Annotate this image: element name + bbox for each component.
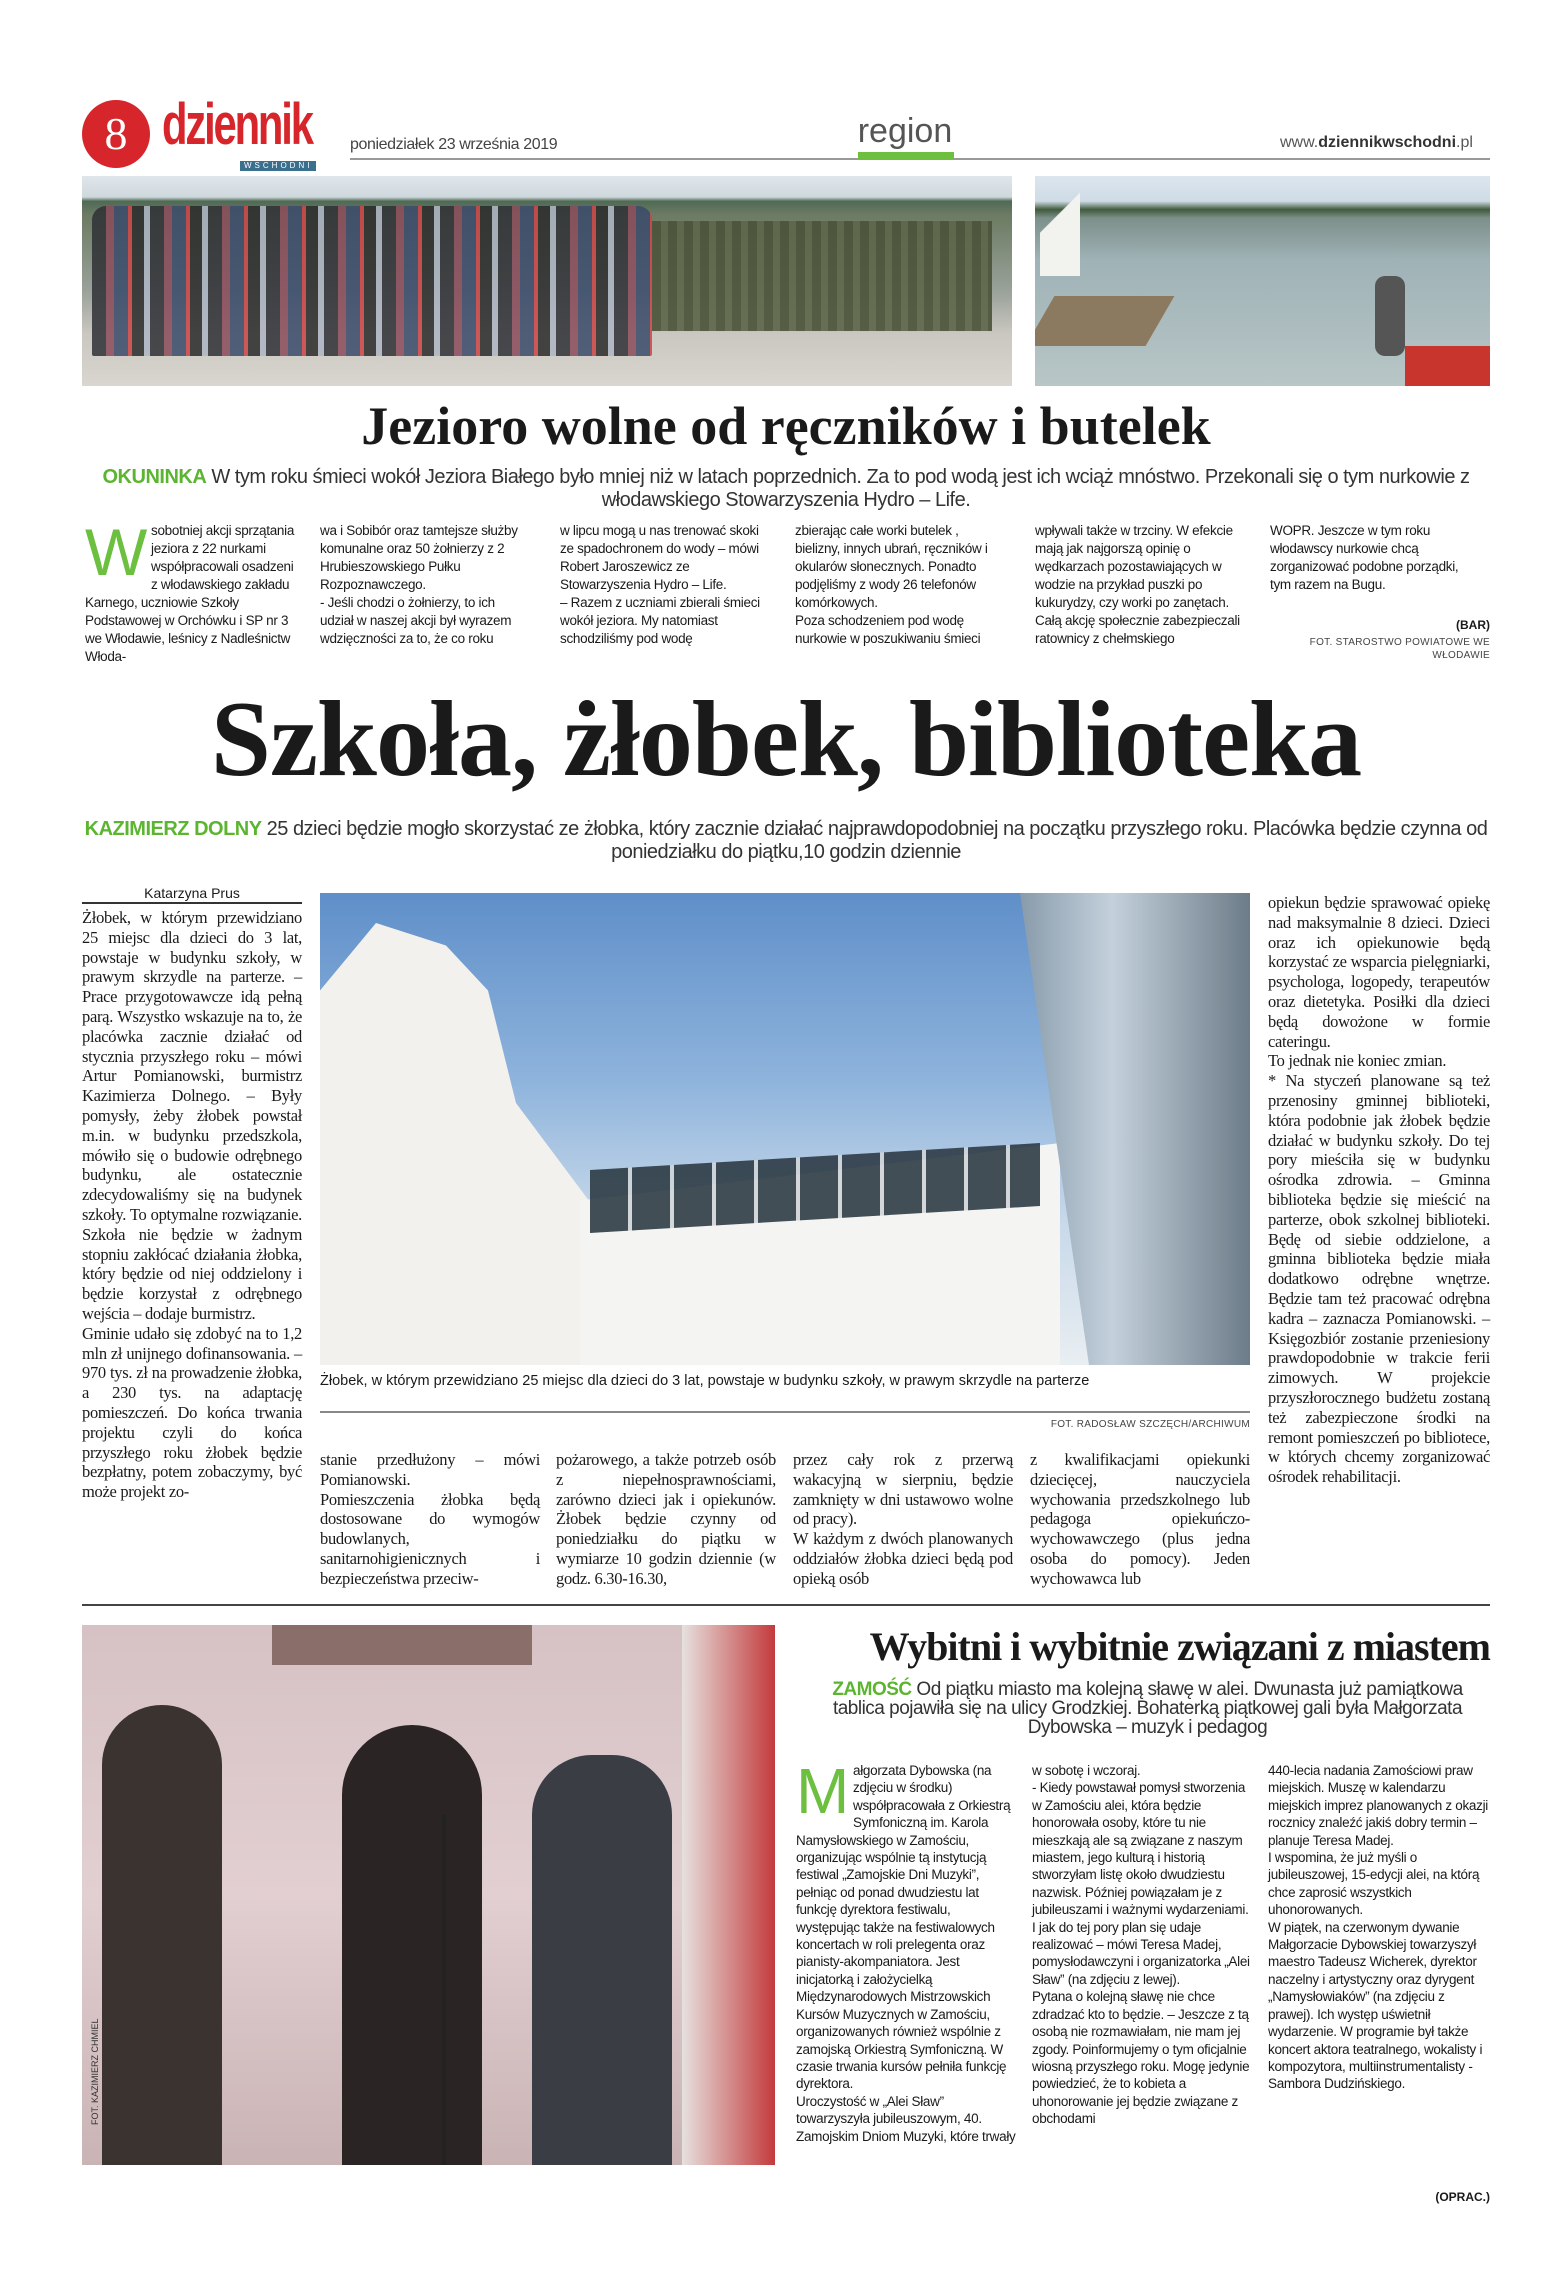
article-column: WOPR. Jeszcze w tym roku włodawscy nurkowie chcą zorganizować podobne porządki, tym razem na Bugu. [1270, 523, 1459, 592]
article-column: 440-lecia nadania Zamościowi praw miejskich. Muszę w kalendarzu miejskich imprez planowanych z okazji rocznicy znaleźć jakiś dobry termin – planuje Teresa Madej. I wspomina, że już myśli o jubileuszowej, 15-edycji alei, na którą chce zaprosić wszystkich uhonorowanych. W piątek, na czerwonym dywanie Małgorzacie Dybowskiej towarzyszył maestro Tadeusz Wicherek, dyrektor naczelny i artystyczny oraz dyrygent „Namysłowiaków” (na zdjęciu z prawej). Ich występ uświetnił wydarzenie. W programie był także koncert aktora teatralnego, wokalisty i kompozytora, multiinstrumentalisty - Sambora Dudzińskiego. [1268, 1763, 1488, 2092]
article-column: z kwalifikacjami opiekunki dziecięcej, nauczyciela wychowania przedszkolnego lub pedagoga opiekuńczo-wychowawczego (plus jedna osoba do pomocy). Jeden wychowawca lub [1030, 1450, 1250, 1588]
page-number: 8 [82, 100, 150, 168]
article-lead [805, 1680, 1490, 1737]
column-text: ałgorzata Dybowska (na zdjęciu w środku) współpracowała z Orkiestrą Symfoniczną im. Karola Namysłowskiego w Zamościu, organizując wspólnie tą instytucją festiwal „Zamojskie Dni Muzyki”, pełniąc od ponad dwudziestu lat funkcję dyrektora festiwalu, występując także na festiwalowych koncertach w roli prelegenta oraz pianisty-akompaniatora. Jest inicjatorką i założycielką Międzynarodowych Mistrzowskich Kursów Muzycznych w Zamościu, organizowanych również wspólnie z zamojską Orkiestrą Symfoniczną. W czasie trwania kursów pełniła funkcję dyrektora. Uroczystość w „Alei Sław” towarzyszyła jubileuszowym, 40. Zamojskim Dniom Muzyki, które trwały [796, 1763, 1016, 2144]
article-column: zbierając całe worki butelek , bielizny, innych ubrań, ręczników i okularów słonecznych. Ponadto podjęliśmy z wody 26 telefonów komórkowych. Poza schodzeniem pod wodę nurkowie w poszukiwaniu śmieci [795, 523, 988, 646]
photo-school-building [320, 893, 1250, 1365]
logo: dziennik [162, 92, 312, 157]
caption-divider [320, 1411, 1250, 1413]
section-title: region [857, 112, 953, 150]
article-column: w sobotę i wczoraj. - Kiedy powstawał pomysł stworzenia w Zamościu alei, która będzie honorowała osoby, które tu nie mieszkają ale są związane z naszym miastem, jego kulturą i historią stworzyłam listę około dwudziestu nazwisk. Później powiązałam je z jubileuszami i ważnymi wydarzeniami. I jak do tej pory plan się udaje realizować – mówi Teresa Madej, pomysłodawczyni i organizatorka „Alei Sław” (na zdjęciu z lewej). Pytana o kolejną sławę nie chce zdradzać kto to będzie. – Jeszcze z tą osobą nie rozmawiałam, nie mam jej zgody. Poinformujemy o tym oficjalnie wiosną przyszłego roku. Mogę jedynie powiedzieć, że to kobieta a uhonorowanie jej będzie związane z obchodami [1032, 1763, 1250, 2127]
photo-caption: Żłobek, w którym przewidziano 25 miejsc dla dzieci do 3 lat, powstaje w budynku szkoły, w prawym skrzydle na parterze [320, 1373, 1090, 1389]
article-headline: Szkoła, żłobek, biblioteka [210, 680, 1362, 799]
article-location: OKUNINKA [102, 466, 207, 488]
article-location: ZAMOŚĆ [832, 1679, 912, 1700]
article-lead [82, 818, 1490, 864]
article-column: stanie przedłużony – mówi Pomianowski. Pomieszczenia żłobka będą dostosowane do wymogów budowlanych, sanitarnohigienicznych i bezpieczeństwa przeciw- [320, 1450, 540, 1588]
article-column: wa i Sobibór oraz tamtejsze służby komunalne oraz 50 żołnierzy z 2 Hrubieszowskiego Pułku Rozpoznawczego. - Jeśli chodzi o żołnierzy, to ich udział w naszej akcji był wyrazem wdzięczności za to, że co roku [320, 523, 518, 646]
article-signature: (OPRAC.) [1435, 2190, 1490, 2204]
article-column: w lipcu mogą u nas trenować skoki ze spadochronem do wody – mówi Robert Jaroszewicz ze Stowarzyszenia Hydro – Life. – Razem z uczniami zbierali śmieci wokół jeziora. My natomiast schodziliśmy pod wodę [560, 523, 760, 646]
article-column: wpływali także w trzciny. W efekcie mają jak najgorszą opinię o wędkarzach pozostawiających w wodzie na przykład puszki po kukurydzy, czy worki po zanętach. Całą akcję społecznie zabezpieczali ratownicy z chełmskiego [1035, 523, 1240, 646]
photo-diver-lake [1035, 176, 1490, 386]
article-column [796, 1755, 1016, 2145]
column-text: sobotniej akcji sprzątania jeziora z 22 nurkami współpracowali osadzeni z włodawskiego zakładu Karnego, uczniowie Szkoły Podstawowej w Orchówku i SP nr 3 we Włodawie, leśnicy z Nadleśnictw Włoda- [85, 523, 295, 664]
photo-cleanup-group [82, 176, 1012, 386]
article-column: opiekun będzie sprawować opiekę nad maksymalnie 8 dzieci. Dzieci oraz ich opiekunowie będą korzystać ze wsparcia pielęgniarki, psychologa, logopedy, terapeutów oraz dietetyka. Posiłki dla dzieci będą dowożone w formie cateringu. To jednak nie koniec zmian. * Na styczeń planowane są też przenosiny gminnej biblioteki, która podobnie jak żłobek będzie działać w budynku szkoły. Do tej pory mieściła się w budynku ośrodka zdrowia. – Gminna biblioteka będzie się mieścić na parterze, obok szkolnej biblioteki. Będę od siebie oddzielone, a gminna biblioteka będzie miała dodatkowo odrębne wnętrze. Będzie tam też pracować odrębna kadra – zaznacza Pomianowski. – Księgozbiór zostanie przeniesiony prawdopodobnie w trakcie ferii zimowych. W projekcie przyszłorocznego budżetu zostaną też zabezpieczone środki na remont pomieszczeń po bibliotece, w których chcemy zorganizować ośrodek rehabilitacji. [1268, 893, 1490, 1487]
url-suffix: .pl [1456, 134, 1473, 151]
logo-subtitle: WSCHODNI [240, 161, 316, 171]
author-byline [82, 884, 302, 904]
drop-cap: M [796, 1755, 850, 1827]
article-divider [82, 1604, 1490, 1606]
url-prefix: www. [1280, 134, 1319, 151]
article-column [85, 515, 295, 666]
url-domain: dziennikwschodni [1318, 134, 1457, 151]
author-name: Katarzyna Prus [144, 885, 240, 901]
photo-credit: FOT. KAZIMIERZ CHMIEL [90, 2018, 100, 2125]
article-headline: Jezioro wolne od ręczników i butelek [361, 396, 1211, 456]
photo-ceremony [82, 1625, 775, 2165]
article-column: Żłobek, w którym przewidziano 25 miejsc dla dzieci do 3 lat, powstaje w budynku szkoły, w prawym skrzydle na parterze. – Prace przygotowawcze idą pełną parą. Wszystko wskazuje na to, że placówka zacznie działać od stycznia przyszłego roku – mówi Artur Pomianowski, burmistrz Kazimierza Dolnego. – Były pomysły, żeby żłobek powstał m.in. w budynku przedszkola, mówiło się o budowie odrębnego budynku, ale ostatecznie zdecydowaliśmy się na budynek szkoły. To optymalne rozwiązanie. Szkoła nie będzie w żadnym stopniu zakłócać działania żłobka, który będzie od niej oddzielony i będzie korzystał z odrębnego wejścia – dodaje burmistrz. Gminie udało się zdobyć na to 1,2 mln zł unijnego dofinansowania. – 970 tys. zł na prowadzenie żłobka, a 230 tys. na adaptację pomieszczeń. Do końca trwania projektu czyli do końca przyszłego roku żłobek będzie bezpłatny, potem zobaczymy, być może projekt zo- [82, 908, 302, 1502]
article-location: KAZIMIERZ DOLNY [84, 818, 262, 840]
article-column: przez cały rok z przerwą wakacyjną w sierpniu, będzie zamknięty w dni ustawowo wolne od pracy). W każdym z dwóch planowanych oddziałów żłobka dzieci będą pod opieką osób [793, 1450, 1013, 1588]
article-headline: Wybitni i wybitnie związani z miastem [869, 1624, 1490, 1669]
photo-credit: FOT. RADOSŁAW SZCZĘCH/ARCHIWUM [1050, 1419, 1250, 1430]
article-signature: (BAR) [1456, 618, 1490, 632]
drop-cap: W [85, 515, 147, 589]
photo-credit: FOT. STAROSTWO POWIATOWE WE WŁODAWIE [1309, 637, 1490, 661]
website-link[interactable] [1280, 134, 1473, 152]
article-lead [82, 466, 1490, 512]
lead-text: W tym roku śmieci wokół Jeziora Białego było mniej niż w latach poprzednich. Za to pod wodą jest ich wciąż mnóstwo. Przekonali się o tym nurkowie z włodawskiego Stowarzyszenia Hydro – Life. [206, 466, 1470, 511]
issue-date: poniedziałek 23 września 2019 [350, 136, 558, 153]
article-column: pożarowego, a także potrzeb osób z niepełnosprawnościami, zarówno dzieci jak i opiekunów. Żłobek będzie czynny od poniedziałku do piątku w wymiarze 10 godzin dziennie (w godz. 6.30-16.30, [556, 1450, 776, 1588]
lead-text: Od piątku miasto ma kolejną sławę w alei. Dwunasta już pamiątkowa tablica pojawiła się na ulicy Grodzkiej. Bohaterką piątkowej gali była Małgorzata Dybowska – muzyk i pedagog [832, 1679, 1463, 1738]
lead-text: 25 dzieci będzie mogło skorzystać ze żłobka, który zacznie działać najprawdopodobniej na początku przyszłego roku. Placówka będzie czynna od poniedziałku do piątku,10 godzin dziennie [261, 818, 1488, 863]
section-accent-bar [858, 152, 954, 160]
